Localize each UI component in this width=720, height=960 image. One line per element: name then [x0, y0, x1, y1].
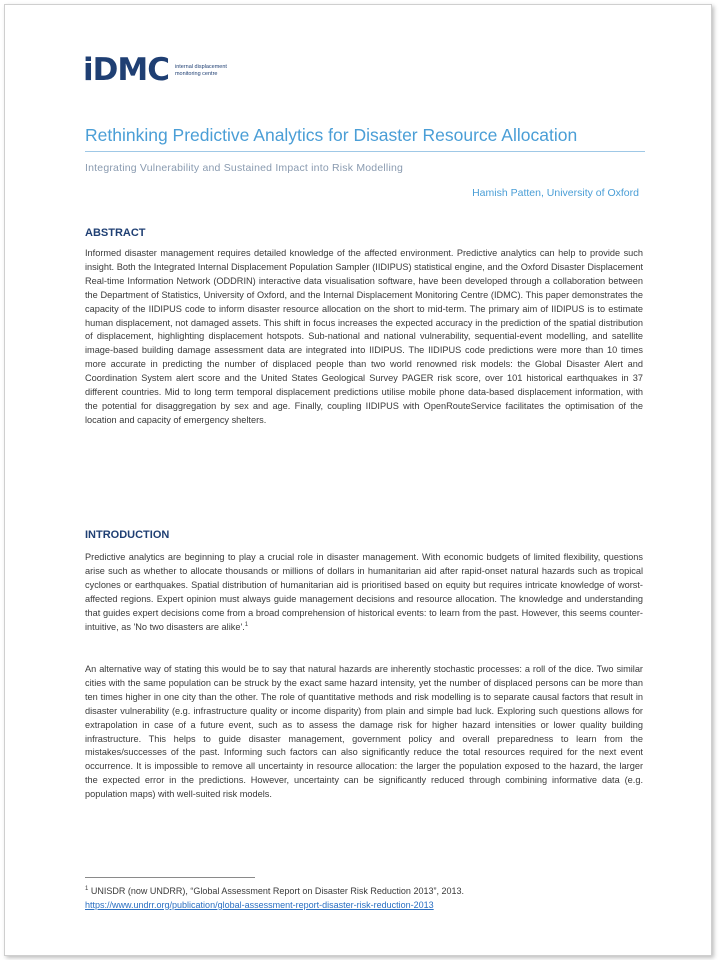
- paper-title: Rethinking Predictive Analytics for Disaster Resource Allocation: [85, 125, 578, 145]
- footnote-text: UNISDR (now UNDRR), “Global Assessment Report on Disaster Risk Reduction 2013”, 2013.: [88, 886, 464, 896]
- abstract-heading: ABSTRACT: [85, 227, 146, 239]
- logo-subtitle: internal displacement monitoring centre: [174, 64, 227, 77]
- footnote: [85, 885, 643, 912]
- introduction-heading: INTRODUCTION: [85, 529, 170, 541]
- paper-author: Hamish Patten, University of Oxford: [472, 187, 639, 199]
- footnote-reference[interactable]: 1: [244, 621, 249, 628]
- footnote-link[interactable]: https://www.undrr.org/publication/global-assessment-report-disaster-risk-reduction-2013: [85, 899, 434, 910]
- introduction-paragraph-2: An alternative way of stating this would be to say that natural hazards are inherently stochastic processes: a roll of the dice. Two similar cities with the same population can be struck by the exact same hazard intensity, yet the number of displaced persons can be more than ten times higher in one city than the other. The role of quantitative methods and risk modelling is to separate causal factors that result in disaster vulnerability (e.g. infrastructure quality or income disparity) from plain and simple bad luck. Exploring such questions allows for extrapolation in case of a future event, such as to assess the damage risk for higher hazard intensities or lower quality building infrastructure. This helps to guide disaster management, government policy and overall preparedness to learn from the mistakes/successes of the past. Informing such factors can also significantly reduce the total resources required for the next event occurrence. It is impossible to remove all uncertainty in resource allocation: the larger the population exposed to the hazard, the larger the expected error in the predictions. However, uncertainty can be significantly reduced through combining informative data (e.g. population maps) with well-suited risk models.: [85, 664, 643, 800]
- introduction-paragraph-1-text: Predictive analytics are beginning to play a crucial role in disaster management. With economic budgets of limited flexibility, questions arise such as whether to allocate thousands or millions of dollars in humanitarian aid after rapid-onset natural hazards such as tropical cyclones or earthquakes. Spatial distribution of humanitarian aid is prioritised based on equity but requires intricate knowledge of worst-affected regions. Expert opinion must always guide management decisions and resource allocation. The knowledge and understanding that guides expert decisions come from a broad comprehension of historical events: to learn from the past. However, this seems counter-intuitive, as 'No two disasters are alike'.: [85, 552, 643, 632]
- footnote-divider: [85, 877, 255, 878]
- idmc-logo: [83, 52, 235, 88]
- introduction-paragraph-1: [85, 551, 643, 634]
- document-page: [4, 4, 712, 956]
- abstract-text: Informed disaster management requires detailed knowledge of the affected environment. Predictive analytics can help to provide such insight. Both the Integrated Internal Displacement Population Sampler (IIDIPUS) statistical engine, and the Oxford Disaster Displacement Real-time Information Network (ODDRIN) interactive data visualisation software, have been developed through a collaboration between the Department of Statistics, University of Oxford, and the Internal Displacement Monitoring Centre (IDMC). This paper demonstrates the capacity of the IIDIPUS code to inform disaster resource allocation on the short to mid-term. The primary aim of IIDIPUS is to estimate human displacement, not damaged assets. This shift in focus increases the expected accuracy in the prediction of the spatial distribution of displacement, highlighting displacement hotspots. Sub-national and national vulnerability, sequential-event modelling, and satellite image-based building damage assessment data are integrated into IIDIPUS. The IIDIPUS code predictions were more than 10 times more accurate in predicting the number of displaced people than two world renowned risk models: the Global Disaster Alert and Coordination System alert score and the United States Geological Survey PAGER risk score, over 101 historical earthquakes in 37 different countries. Mid to long term temporal displacement predictions utilise mobile phone data-based displacement information, with the potential for disaggregation by sex and age. Finally, coupling IIDIPUS with OpenRouteService facilitates the optimisation of the location and capacity of emergency shelters.: [85, 248, 643, 425]
- footnote-mark: 1: [85, 886, 89, 892]
- paper-subtitle: Integrating Vulnerability and Sustained Impact into Risk Modelling: [85, 162, 404, 174]
- title-divider: [85, 151, 645, 152]
- logo-mark: iDMC: [83, 52, 169, 88]
